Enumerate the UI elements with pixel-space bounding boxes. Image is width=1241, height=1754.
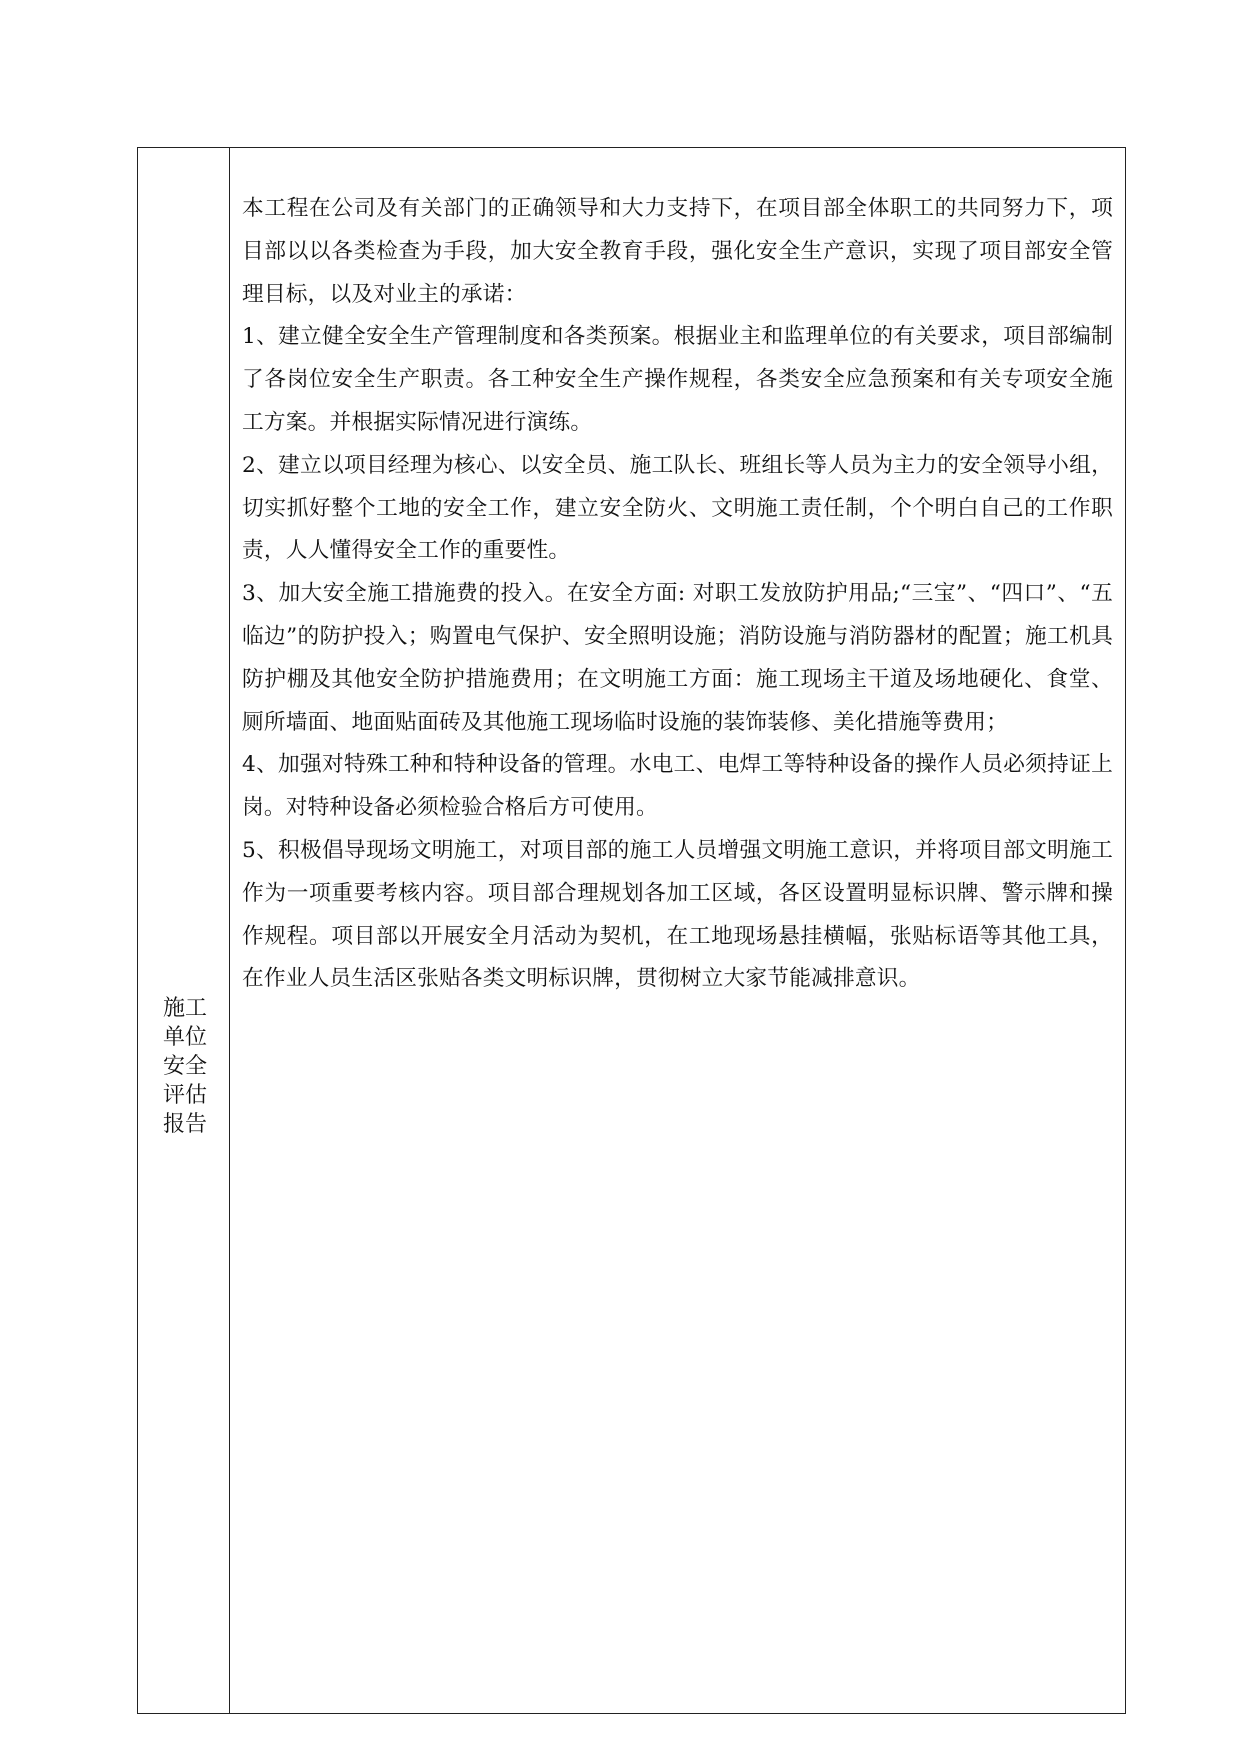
label-line: 安全 — [162, 1054, 207, 1079]
label-line: 评估 — [162, 1083, 207, 1108]
item-4-paragraph: 4、加强对特殊工种和特种设备的管理。水电工、电焊工等特种设备的操作人员必须持证上岗。对特种设备必须检验合格后方可使用。 — [242, 752, 1113, 821]
section-label — [158, 994, 212, 1139]
content-cell — [230, 148, 1125, 1713]
label-line: 单位 — [162, 1025, 207, 1050]
item-5-paragraph: 5、积极倡导现场文明施工，对项目部的施工人员增强文明施工意识，并将项目部文明施工作为一项重要考核内容。项目部合理规划各加工区域，各区设置明显标识牌、警示牌和操作规程。项目部以开展安全月活动为契机，在工地现场悬挂横幅，张贴标语等其他工具，在作业人员生活区张贴各类文明标识牌，贯彻树立大家节能减排意识。 — [242, 837, 1113, 992]
label-line: 报告 — [162, 1112, 207, 1137]
item-3-paragraph: 3、加大安全施工措施费的投入。在安全方面: 对职工发放防护用品;“三宝”、“四口”、“五临边”的防护投入；购置电气保护、安全照明设施；消防设施与消防器材的配置；施工机具防护棚及其他安全防护措施费用；在文明施工方面：施工现场主干道及场地硬化、食堂、厕所墙面、地面贴面砖及其他施工现场临时设施的装饰装修、美化措施等费用； — [242, 581, 1113, 735]
intro-paragraph: 本工程在公司及有关部门的正确领导和大力支持下，在项目部全体职工的共同努力下，项目部以以各类检查为手段，加大安全教育手段，强化安全生产意识，实现了项目部安全管理目标，以及对业主的承诺： — [242, 196, 1113, 307]
label-line: 施工 — [162, 996, 207, 1021]
label-cell — [138, 148, 230, 1713]
item-2-paragraph: 2、建立以项目经理为核心、以安全员、施工队长、班组长等人员为主力的安全领导小组，切实抓好整个工地的安全工作，建立安全防火、文明施工责任制，个个明白自己的工作职责，人人懂得安全工作的重要性。 — [242, 452, 1113, 564]
item-1-paragraph: 1、建立健全安全生产管理制度和各类预案。根据业主和监理单位的有关要求，项目部编制了各岗位安全生产职责。各工种安全生产操作规程，各类安全应急预案和有关专项安全施工方案。并根据实际情况进行演练。 — [242, 324, 1113, 435]
report-table — [137, 147, 1126, 1714]
